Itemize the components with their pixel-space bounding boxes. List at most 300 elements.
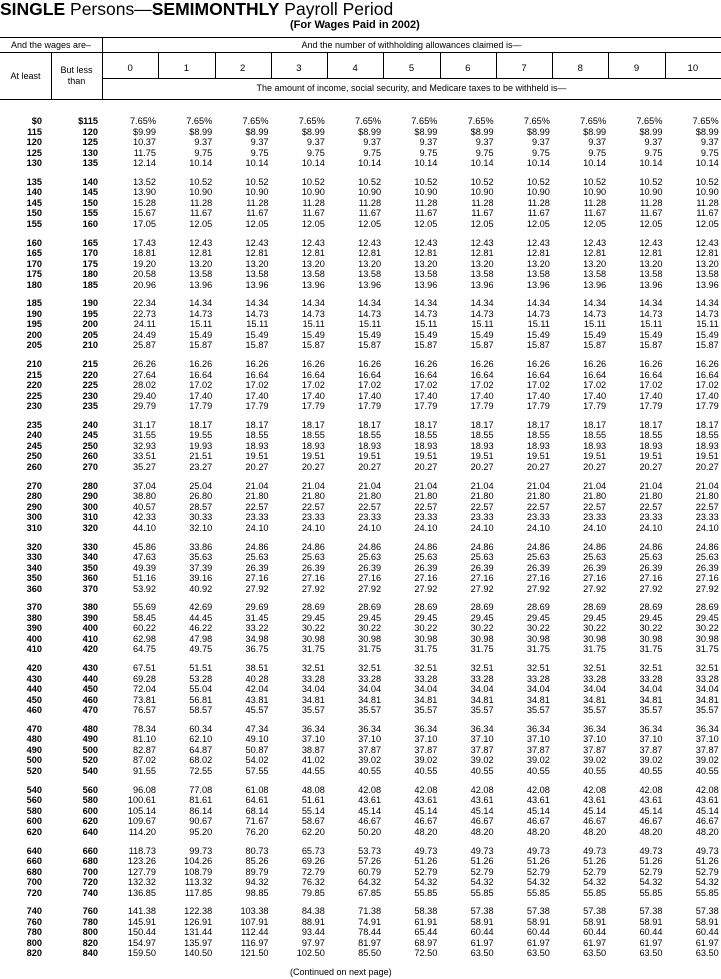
tax-cell: 117.85 [184,887,213,898]
tax-cell: 12.43 [695,237,719,248]
tax-cell: 17.40 [470,390,494,401]
tax-cell: 13.20 [189,258,213,269]
tax-cell: 24.86 [639,541,663,552]
tax-cell: 12.81 [414,248,438,259]
wage-at-least: 470 [26,723,42,734]
tax-cell: 55.85 [695,887,719,898]
tax-cell: 69.26 [301,856,325,867]
tax-cell: 36.75 [245,644,269,655]
but-less-header: But less [60,65,93,75]
tax-cell: 109.67 [127,816,156,827]
tax-cell: 51.26 [470,856,494,867]
tax-cell: 45.14 [695,805,719,816]
allowance-header-5: 5 [408,63,415,74]
table-row [0,806,721,817]
header-divider [0,52,721,53]
tax-cell: 13.58 [189,269,213,280]
tax-cell: 58.91 [526,916,550,927]
tax-cell: 28.69 [583,602,607,613]
tax-cell: 9.75 [588,147,607,158]
tax-cell: $8.99 [470,126,494,137]
tax-cell: 51.26 [583,856,607,867]
table-row [0,177,721,188]
tax-cell: 14.73 [695,308,719,319]
tax-cell: 21.04 [695,480,719,491]
tax-cell: 13.96 [639,279,663,290]
tax-cell: 9.37 [363,137,382,147]
tax-cell: 33.86 [189,541,213,552]
tax-cell: 34.04 [358,684,382,695]
tax-cell: 50.20 [358,826,382,837]
tax-cell: 64.87 [189,744,213,755]
tax-cell: 37.10 [639,734,663,745]
tax-cell: 136.85 [127,887,156,898]
tax-cell: 57.38 [639,906,663,917]
tax-cell: 78.34 [133,723,156,734]
wage-but-less-than: 460 [82,694,98,705]
tax-cell: 26.39 [414,562,438,573]
tax-cell: 13.96 [414,279,438,290]
tax-cell: 7.65% [523,116,550,126]
tax-cell: 25.87 [133,340,156,351]
tax-cell: 17.40 [358,390,382,401]
table-row [0,563,721,574]
wage-at-least: 310 [26,522,42,533]
tax-cell: 61.91 [414,916,438,927]
wage-but-less-than: 490 [82,734,98,745]
wage-at-least: 170 [26,258,42,269]
tax-cell: 27.92 [245,583,269,594]
tax-cell: 13.96 [245,279,269,290]
tax-cell: 49.73 [695,845,719,856]
tax-cell: 21.80 [526,491,550,502]
tax-cell: 17.02 [414,380,438,391]
table-row [0,724,721,735]
tax-cell: 33.22 [245,623,269,634]
wage-at-least: 450 [26,694,42,705]
tax-cell: 62.10 [189,734,213,745]
tax-cell: 24.86 [526,541,550,552]
tax-cell: 30.98 [695,633,719,644]
tax-cell: 21.80 [245,491,269,502]
tax-cell: 12.14 [133,158,156,168]
tax-cell: 35.57 [583,705,607,716]
tax-cell: 52.79 [526,866,550,877]
tax-cell: 74.91 [358,916,382,927]
title-payroll-period: Payroll Period [279,0,394,19]
tax-cell: 34.81 [414,694,438,705]
tax-cell: 60.44 [639,927,663,938]
wage-at-least: 280 [26,491,42,502]
wage-at-least: 660 [26,856,42,867]
tax-cell: 37.87 [470,744,494,755]
header-divider [665,52,666,78]
tax-cell: 36.34 [583,723,607,734]
tax-cell: 9.75 [532,147,550,158]
tax-cell: 76.32 [301,877,325,888]
tax-cell: 40.55 [639,765,663,776]
tax-cell: 31.75 [414,644,438,655]
table-row [0,359,721,370]
table-row [0,877,721,888]
tax-cell: 94.32 [245,877,269,888]
tax-cell: 46.67 [470,816,494,827]
tax-cell: 12.81 [245,248,269,259]
tax-cell: 24.86 [583,541,607,552]
tax-cell: 7.65% [411,116,438,126]
tax-cell: 15.87 [639,340,663,351]
tax-cell: 34.04 [695,684,719,695]
tax-cell: 17.79 [639,401,663,412]
tax-cell: 18.93 [414,440,438,451]
tax-cell: 16.26 [583,359,607,370]
wage-at-least: 740 [26,906,42,917]
tax-cell: 69.28 [133,673,156,684]
tax-cell: 28.57 [189,501,213,512]
tax-cell: 62.20 [301,826,325,837]
tax-cell: 21.80 [639,491,663,502]
tax-cell: 98.85 [245,887,269,898]
tax-cell: 10.90 [189,187,213,198]
tax-cell: 14.34 [470,298,494,309]
table-row [0,917,721,928]
tax-cell: 42.69 [189,602,213,613]
tax-cell: 48.20 [470,826,494,837]
wage-but-less-than: 500 [82,744,98,755]
tax-cell: 25.63 [639,552,663,563]
tax-cell: 7.65% [692,116,719,126]
wage-but-less-than: 160 [82,218,98,229]
tax-cell: 31.55 [133,430,156,441]
tax-cell: 37.10 [695,734,719,745]
tax-cell: 44.10 [133,522,156,533]
wage-at-least: 150 [26,208,42,219]
wage-at-least: 540 [26,784,42,795]
tax-cell: 35.57 [470,705,494,716]
table-row [0,674,721,685]
tax-cell: 55.85 [526,887,550,898]
tax-cell: 42.08 [414,784,438,795]
tax-cell: 10.90 [414,187,438,198]
tax-cell: 51.61 [301,795,325,806]
tax-cell: 60.44 [470,927,494,938]
tax-cell: 145.91 [127,916,156,927]
allowance-header-2: 2 [240,63,246,74]
tax-cell: 13.58 [470,269,494,280]
tax-cell: 53.92 [133,583,156,594]
tax-cell: 36.34 [301,723,325,734]
table-row [0,927,721,938]
tax-cell: 10.52 [245,176,269,187]
tax-cell: 24.10 [470,522,494,533]
wage-but-less-than: 680 [82,856,98,867]
tax-cell: 11.28 [471,197,494,208]
wage-at-least: 290 [26,501,42,512]
tax-cell: 13.58 [301,269,325,280]
tax-cell: 15.49 [358,329,382,340]
tax-cell: 32.51 [470,663,494,674]
tax-cell: 12.05 [189,218,213,229]
group-spacer [0,776,721,784]
tax-cell: 10.14 [358,158,382,168]
tax-cell: 64.75 [133,644,156,655]
wage-but-less-than: 220 [82,369,98,380]
tax-cell: 54.32 [639,877,663,888]
tax-cell: 60.44 [526,927,550,938]
tax-cell: 72.79 [301,866,325,877]
tax-cell: 12.43 [358,237,382,248]
wage-but-less-than: 720 [82,877,98,888]
tax-cell: 34.04 [583,684,607,695]
tax-cell: 31.75 [301,644,325,655]
tax-cell: 43.61 [583,795,607,806]
tax-cell: 21.80 [358,491,382,502]
tax-cell: 46.67 [639,816,663,827]
tax-cell: 28.69 [695,602,719,613]
tax-cell: 127.79 [127,866,156,877]
tax-cell: 68.97 [414,937,438,948]
tax-cell: $8.99 [414,126,438,137]
wage-at-least: 320 [26,541,42,552]
tax-cell: 18.17 [639,419,663,430]
tax-cell: 18.93 [358,440,382,451]
tax-cell: 53.28 [189,673,213,684]
table-row [0,187,721,198]
tax-cell: 62.98 [133,633,156,644]
tax-cell: 14.73 [526,308,550,319]
tax-cell: 43.61 [414,795,438,806]
tax-cell: 24.86 [470,541,494,552]
tax-cell: 67.51 [133,663,156,674]
tax-cell: 19.93 [189,440,213,451]
tax-cell: 18.17 [583,419,607,430]
withholding-table [0,116,721,959]
tax-cell: 17.40 [639,390,663,401]
tax-cell: 30.22 [695,623,719,634]
tax-cell: 20.27 [639,461,663,472]
tax-cell: 45.14 [414,805,438,816]
wage-but-less-than: 560 [82,784,98,795]
tax-cell: 20.27 [358,461,382,472]
tax-cell: 45.57 [245,705,269,716]
tax-cell: 12.05 [245,218,269,229]
table-row [0,948,721,959]
tax-cell: 9.75 [306,147,325,158]
table-row [0,481,721,492]
tax-cell: 48.20 [414,826,438,837]
tax-cell: 10.52 [526,176,550,187]
tax-cell: 27.92 [358,583,382,594]
tax-cell: 24.86 [301,541,325,552]
tax-cell: 19.55 [189,430,213,441]
tax-cell: 52.79 [470,866,494,877]
wage-at-least: 260 [26,461,42,472]
title-persons: Persons— [65,0,152,19]
tax-cell: 30.22 [639,623,663,634]
tax-cell: 11.67 [583,208,607,219]
tax-cell: 17.40 [526,390,550,401]
tax-cell: $8.99 [358,126,382,137]
tax-cell: 39.02 [583,755,607,766]
group-spacer [0,229,721,237]
tax-cell: 20.58 [133,269,156,280]
tax-cell: 14.73 [470,308,494,319]
tax-cell: 16.26 [526,359,550,370]
tax-cell: 105.14 [127,805,156,816]
tax-cell: 11.67 [246,208,269,219]
tax-cell: 16.64 [695,369,719,380]
tax-cell: 20.27 [414,461,438,472]
tax-cell: 39.02 [470,755,494,766]
tax-cell: 31.75 [583,644,607,655]
tax-cell: 48.20 [526,826,550,837]
tax-cell: 32.51 [301,663,325,674]
tax-cell: 11.28 [189,197,213,208]
tax-cell: 9.75 [419,147,438,158]
wage-but-less-than: 780 [82,916,98,927]
wage-but-less-than: 175 [82,258,98,269]
tax-cell: 154.97 [127,937,156,948]
tax-cell: 22.57 [695,501,719,512]
tax-cell: 16.26 [245,359,269,370]
title-bold-semimonthly: SEMIMONTHLY [151,0,280,19]
tax-cell: 13.20 [583,258,607,269]
tax-cell: 9.37 [250,137,269,147]
tax-cell: 29.45 [414,612,438,623]
tax-cell: 39.02 [695,755,719,766]
tax-cell: 21.80 [583,491,607,502]
wage-but-less-than: 195 [82,308,98,319]
tax-cell: 17.79 [358,401,382,412]
tax-cell: 45.14 [526,805,550,816]
tax-cell: 36.34 [414,723,438,734]
tax-cell: 13.96 [470,279,494,290]
wage-at-least: 700 [26,877,42,888]
tax-cell: 42.08 [695,784,719,795]
tax-note: The amount of income, social security, and Medicare taxes to be withheld is— [256,83,567,93]
wage-but-less-than: 165 [82,237,98,248]
tax-cell: 21.04 [583,480,607,491]
tax-cell: 9.37 [644,137,663,147]
tax-cell: 20.96 [133,279,156,290]
tax-cell: $8.99 [245,126,269,137]
tax-cell: 42.08 [470,784,494,795]
tax-cell: 48.20 [695,826,719,837]
tax-cell: 18.55 [583,430,607,441]
tax-cell: 35.63 [189,552,213,563]
tax-cell: 95.20 [189,826,213,837]
tax-cell: 13.58 [583,269,607,280]
tax-cell: 114.20 [128,826,156,837]
tax-cell: 46.22 [189,623,213,634]
tax-cell: 104.26 [184,856,213,867]
wage-but-less-than: 250 [82,440,98,451]
tax-cell: 24.10 [639,522,663,533]
tax-cell: 42.08 [526,784,550,795]
wage-at-least: 210 [26,359,42,370]
wage-at-least: 175 [26,269,42,280]
table-row [0,856,721,867]
tax-cell: 89.79 [245,866,269,877]
tax-cell: 16.26 [301,359,325,370]
tax-cell: 40.55 [583,765,607,776]
tax-cell: 46.67 [583,816,607,827]
tax-cell: 30.33 [189,512,213,523]
tax-cell: 46.67 [414,816,438,827]
tax-cell: 17.02 [695,380,719,391]
tax-cell: 11.28 [358,197,382,208]
tax-cell: 48.20 [583,826,607,837]
wage-but-less-than: 130 [82,147,98,158]
tax-cell: 18.17 [358,419,382,430]
wage-but-less-than: 330 [82,541,98,552]
tax-cell: 20.27 [695,461,719,472]
table-row [0,584,721,595]
tax-cell: 22.57 [470,501,494,512]
wage-at-least: 600 [26,816,42,827]
tax-cell: 12.81 [583,248,607,259]
tax-cell: 23.33 [583,512,607,523]
tax-cell: 32.51 [695,663,719,674]
wage-but-less-than: 380 [82,602,98,613]
tax-cell: 91.55 [133,765,156,776]
tax-cell: 63.50 [526,948,550,959]
wage-but-less-than: 660 [82,845,98,856]
tax-cell: 81.61 [189,795,213,806]
tax-cell: 15.11 [415,319,438,330]
tax-cell: 17.40 [245,390,269,401]
tax-cell: 21.04 [358,480,382,491]
allowance-header-6: 6 [465,63,471,74]
tax-cell: 61.08 [245,784,269,795]
group-spacer [0,169,721,177]
tax-cell: 61.97 [695,937,719,948]
tax-cell: 9.37 [475,137,494,147]
tax-cell: 96.08 [133,784,156,795]
tax-cell: 18.17 [301,419,325,430]
tax-cell: 123.26 [127,856,156,867]
tax-cell: $9.99 [133,126,156,137]
table-row [0,391,721,402]
tax-cell: 38.87 [301,744,325,755]
tax-cell: 10.90 [358,187,382,198]
table-row [0,906,721,917]
tax-cell: 27.16 [414,573,438,584]
tax-cell: 52.79 [414,866,438,877]
tax-cell: 122.38 [184,906,213,917]
table-row [0,695,721,706]
tax-cell: 81.10 [133,734,156,745]
tax-cell: 22.34 [133,298,156,309]
page-subtitle: (For Wages Paid in 2002) [290,19,420,31]
tax-cell: 36.34 [526,723,550,734]
tax-cell: 27.16 [526,573,550,584]
tax-cell: 13.20 [526,258,550,269]
tax-cell: 22.57 [526,501,550,512]
tax-cell: 13.96 [189,279,213,290]
tax-cell: 24.10 [695,522,719,533]
tax-cell: 36.34 [358,723,382,734]
tax-cell: 61.97 [639,937,663,948]
wage-at-least: 340 [26,562,42,573]
tax-cell: 30.98 [301,633,325,644]
tax-cell: $8.99 [583,126,607,137]
table-row [0,705,721,716]
table-row [0,330,721,341]
table-row [0,441,721,452]
tax-cell: 46.67 [695,816,719,827]
tax-cell: 24.10 [583,522,607,533]
